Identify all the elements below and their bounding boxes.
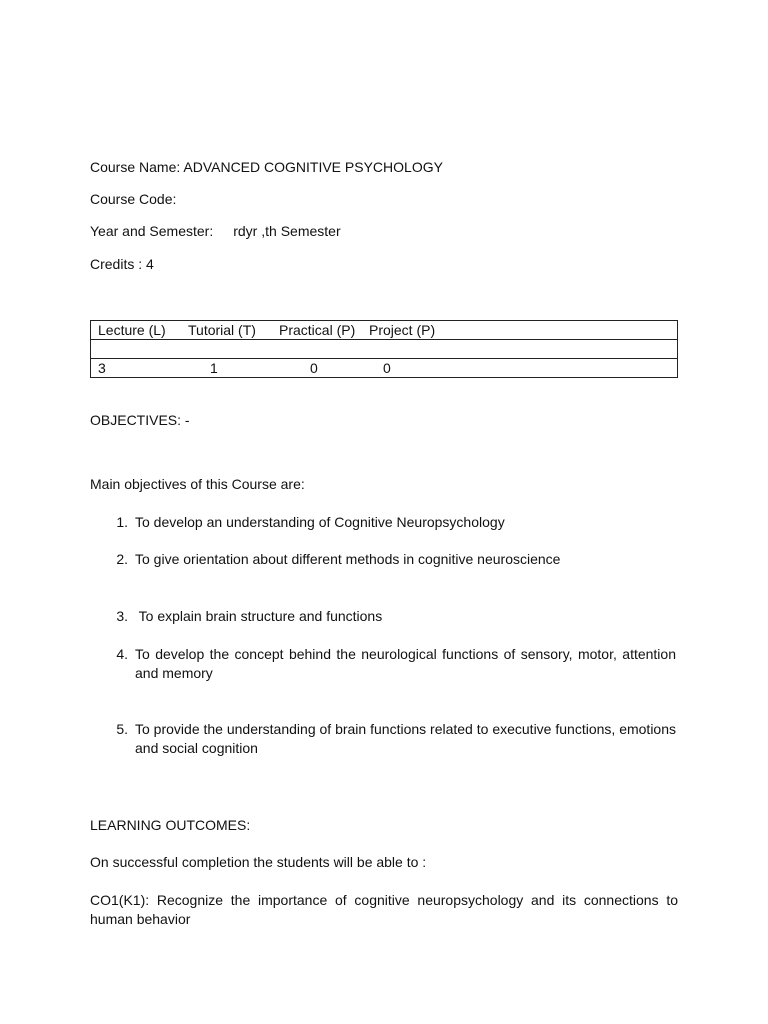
objective-text: To provide the understanding of brain functions related to executive functions, emotions and social cognition — [135, 721, 676, 756]
objective-text: To develop the concept behind the neurological functions of sensory, motor, attention and memory — [135, 646, 676, 681]
year-semester — [90, 222, 341, 240]
header-lecture: Lecture (L) — [98, 322, 166, 338]
objective-item — [108, 607, 676, 626]
objective-number: 5. — [116, 721, 128, 737]
header-tutorial: Tutorial (T) — [188, 322, 256, 338]
value-lecture: 3 — [98, 360, 106, 376]
course-name: Course Name: ADVANCED COGNITIVE PSYCHOLOGY — [90, 159, 443, 175]
header-practical: Practical (P) — [279, 322, 356, 338]
year-semester-value: rdyr ,th Semester — [233, 223, 341, 239]
objectives-heading: OBJECTIVES: - — [90, 412, 190, 428]
objective-text: To explain brain structure and functions — [135, 608, 383, 624]
objective-text: To give orientation about different methods in cognitive neuroscience — [135, 551, 561, 567]
credit-table-empty-row — [91, 340, 677, 359]
objective-item — [108, 513, 676, 532]
credit-table — [90, 320, 678, 378]
value-practical: 0 — [310, 360, 318, 376]
objective-item — [108, 645, 676, 683]
objective-item — [108, 720, 676, 758]
outcome-co1: CO1(K1): Recognize the importance of cognitive neuropsychology and its connections to human behavior — [90, 892, 678, 927]
outcomes-heading: LEARNING OUTCOMES: — [90, 817, 251, 833]
objective-number: 4. — [116, 646, 128, 662]
objective-number: 2. — [116, 551, 128, 567]
value-project: 0 — [383, 360, 391, 376]
objective-item — [108, 550, 676, 569]
course-code: Course Code: — [90, 191, 177, 207]
year-semester-label: Year and Semester: — [90, 223, 214, 239]
credit-table-header-row — [91, 321, 677, 340]
outcomes-intro: On successful completion the students will be able to : — [90, 854, 427, 870]
objective-number: 3. — [116, 608, 128, 624]
header-project: Project (P) — [369, 322, 436, 338]
credits: Credits : 4 — [90, 256, 154, 272]
value-tutorial: 1 — [210, 360, 218, 376]
credit-table-value-row — [91, 359, 677, 377]
objective-text: To develop an understanding of Cognitive Neuropsychology — [135, 514, 505, 530]
objectives-intro: Main objectives of this Course are: — [90, 476, 305, 492]
objective-number: 1. — [116, 514, 128, 530]
